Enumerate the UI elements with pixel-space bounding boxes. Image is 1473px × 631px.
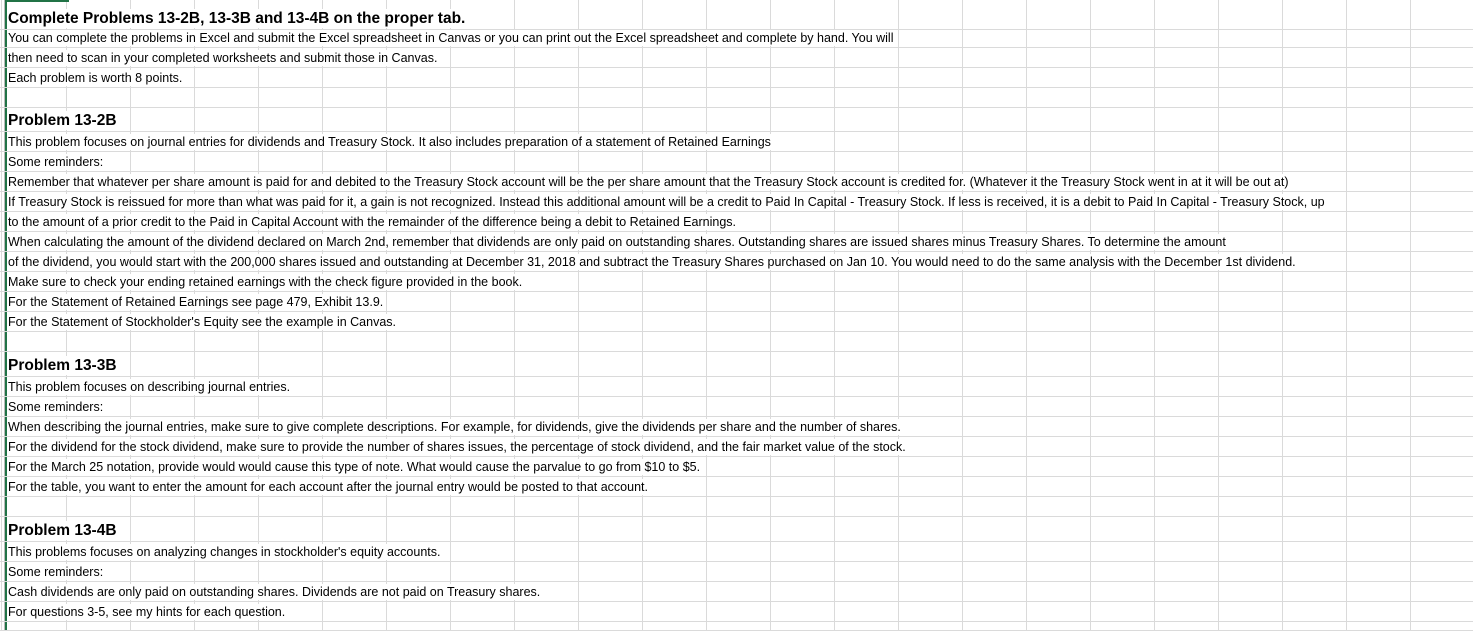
sheet-row[interactable]: [0, 88, 1473, 108]
cell-13-2b-focus[interactable]: This problem focuses on journal entries for dividends and Treasury Stock. It also includes preparation of a statement of Retained Earnings: [8, 135, 771, 149]
cell-points-note[interactable]: Each problem is worth 8 points.: [8, 71, 183, 85]
sheet-row[interactable]: [0, 272, 1473, 292]
sheet-row[interactable]: [0, 477, 1473, 497]
cell-problem-13-2b-heading[interactable]: Problem 13-2B: [8, 112, 117, 129]
sheet-row[interactable]: [0, 132, 1473, 152]
cell-13-4b-reminder-2[interactable]: For questions 3-5, see my hints for each question.: [8, 605, 286, 619]
sheet-row[interactable]: [0, 457, 1473, 477]
sheet-row[interactable]: [0, 437, 1473, 457]
sheet-row[interactable]: [0, 352, 1473, 377]
sheet-row[interactable]: [0, 312, 1473, 332]
cell-intro-line-1[interactable]: You can complete the problems in Excel and submit the Excel spreadsheet in Canvas or you can print out the Excel spreadsheet and complete by hand. You will: [8, 31, 894, 45]
cell-13-2b-reminder-2-cont[interactable]: to the amount of a prior credit to the Paid in Capital Account with the remainder of the difference being a debit to Retained Earnings.: [8, 215, 736, 229]
cell-13-3b-reminder-2[interactable]: For the dividend for the stock dividend, make sure to provide the number of shares issues, the percentage of stock dividend, and the fair market value of the stock.: [8, 440, 906, 454]
cell-13-2b-reminder-2[interactable]: If Treasury Stock is reissued for more than what was paid for it, a gain is not recognized. Instead this additional amount will be a credit to Paid In Capital - Treasury Stock. If less is received, it is a debit to Paid In Capital - Treasury Stock, up: [8, 195, 1325, 209]
cell-13-4b-reminder-1[interactable]: Cash dividends are only paid on outstanding shares. Dividends are not paid on Treasury shares.: [8, 585, 541, 599]
sheet-row[interactable]: [0, 212, 1473, 232]
sheet-row[interactable]: [0, 192, 1473, 212]
cell-13-2b-reminder-6[interactable]: For the Statement of Stockholder's Equity see the example in Canvas.: [8, 315, 397, 329]
cell-13-2b-reminder-5[interactable]: For the Statement of Retained Earnings see page 479, Exhibit 13.9.: [8, 295, 384, 309]
sheet-row[interactable]: [0, 0, 1473, 30]
cell-13-2b-reminder-4[interactable]: Make sure to check your ending retained earnings with the check figure provided in the book.: [8, 275, 523, 289]
sheet-row[interactable]: [0, 497, 1473, 517]
sheet-row[interactable]: [0, 30, 1473, 48]
sheet-row[interactable]: [0, 332, 1473, 352]
sheet-row[interactable]: [0, 68, 1473, 88]
sheet-row[interactable]: [0, 542, 1473, 562]
cell-problem-13-3b-heading[interactable]: Problem 13-3B: [8, 357, 117, 374]
sheet-row[interactable]: [0, 417, 1473, 437]
sheet-row[interactable]: [0, 582, 1473, 602]
cell-13-3b-reminders-label[interactable]: Some reminders:: [8, 400, 104, 414]
sheet-row[interactable]: [0, 172, 1473, 192]
sheet-row[interactable]: [0, 292, 1473, 312]
sheet-row[interactable]: [0, 232, 1473, 252]
sheet-row[interactable]: [0, 517, 1473, 542]
cell-problem-13-4b-heading[interactable]: Problem 13-4B: [8, 522, 117, 539]
sheet-row[interactable]: [0, 397, 1473, 417]
sheet-row[interactable]: [0, 622, 1473, 631]
cell-13-3b-reminder-3[interactable]: For the March 25 notation, provide would would cause this type of note. What would cause the parvalue to go from $10 to $5.: [8, 460, 701, 474]
sheet-row[interactable]: [0, 252, 1473, 272]
cell-13-2b-reminder-3-cont[interactable]: of the dividend, you would start with the 200,000 shares issued and outstanding at December 31, 2018 and subtract the Treasury Shares purchased on Jan 10. You would need to do the same analysis with the December 1st dividend.: [8, 255, 1296, 269]
cell-13-3b-reminder-4[interactable]: For the table, you want to enter the amount for each account after the journal entry would be posted to that account.: [8, 480, 648, 494]
cell-intro-line-2[interactable]: then need to scan in your completed worksheets and submit those in Canvas.: [8, 51, 438, 65]
sheet-row[interactable]: [0, 562, 1473, 582]
cell-13-2b-reminders-label[interactable]: Some reminders:: [8, 155, 104, 169]
cell-main-heading[interactable]: Complete Problems 13-2B, 13-3B and 13-4B on the proper tab.: [8, 10, 466, 27]
sheet-row[interactable]: [0, 48, 1473, 68]
cell-13-3b-focus[interactable]: This problem focuses on describing journal entries.: [8, 380, 291, 394]
sheet-row[interactable]: [0, 108, 1473, 132]
sheet-row[interactable]: [0, 377, 1473, 397]
cell-13-4b-focus[interactable]: This problems focuses on analyzing changes in stockholder's equity accounts.: [8, 545, 441, 559]
cell-13-3b-reminder-1[interactable]: When describing the journal entries, make sure to give complete descriptions. For example, for dividends, give the dividends per share and the number of shares.: [8, 420, 901, 434]
sheet-row[interactable]: [0, 152, 1473, 172]
sheet-row[interactable]: [0, 602, 1473, 622]
cell-13-2b-reminder-3[interactable]: When calculating the amount of the dividend declared on March 2nd, remember that dividends are only paid on outstanding shares. Outstanding shares are issued shares minus Treasury Shares. To determine the amount: [8, 235, 1226, 249]
cell-13-2b-reminder-1[interactable]: Remember that whatever per share amount is paid for and debited to the Treasury Stock account will be the per share amount that the Treasury Stock account is credited for. (Whatever it the Treasury Stock went in at it will be out at): [8, 175, 1289, 189]
cell-13-4b-reminders-label[interactable]: Some reminders:: [8, 565, 104, 579]
